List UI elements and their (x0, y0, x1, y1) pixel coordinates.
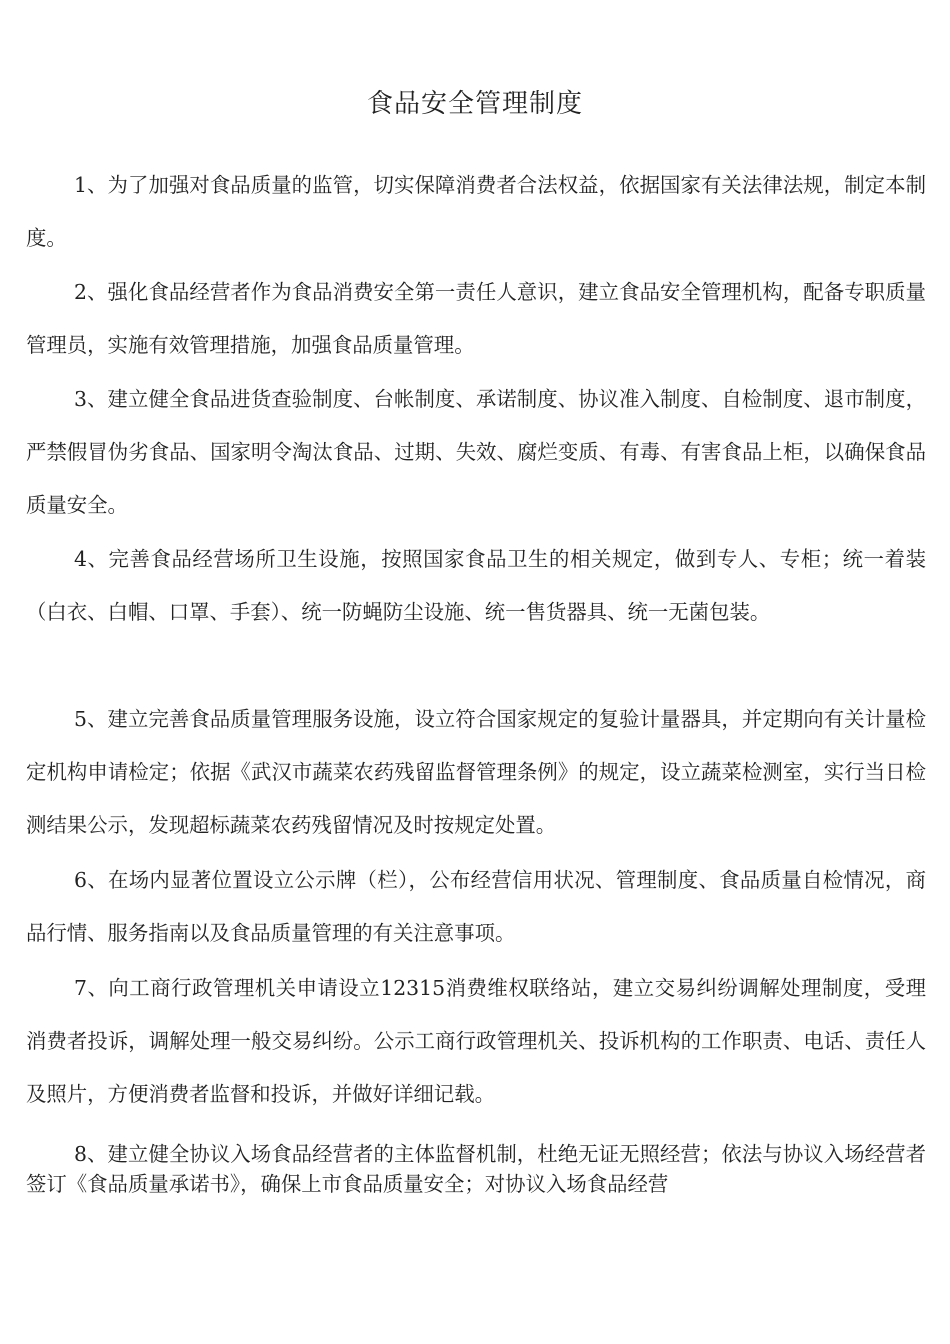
paragraph-6: 6、在场内显著位置设立公示牌（栏），公布经营信用状况、管理制度、食品质量自检情况，商品行情、服务指南以及食品质量管理的有关注意事项。 (26, 868, 926, 945)
paragraph-1: 1、为了加强对食品质量的监管，切实保障消费者合法权益，依据国家有关法律法规，制定本制度。 (26, 173, 926, 250)
paragraph-7: 7、向工商行政管理机关申请设立12315消费维权联络站，建立交易纠纷调解处理制度，受理消费者投诉，调解处理一般交易纠纷。公示工商行政管理机关、投诉机构的工作职责、电话、责任人及照片，方便消费者监督和投诉，并做好详细记载。 (26, 976, 926, 1106)
document-title: 食品安全管理制度 (366, 89, 583, 119)
paragraph-3: 3、建立健全食品进货查验制度、台帐制度、承诺制度、协议准入制度、自检制度、退市制度，严禁假冒伪劣食品、国家明令淘汰食品、过期、失效、腐烂变质、有毒、有害食品上柜，以确保食品质量安全。 (26, 387, 926, 517)
paragraph-5: 5、建立完善食品质量管理服务设施，设立符合国家规定的复验计量器具，并定期向有关计量检定机构申请检定；依据《武汉市蔬菜农药残留监督管理条例》的规定，设立蔬菜检测室，实行当日检测结果公示，发现超标蔬菜农药残留情况及时按规定处置。 (26, 707, 926, 837)
paragraph-8: 8、建立健全协议入场食品经营者的主体监督机制，杜绝无证无照经营；依法与协议入场经营者签订《食品质量承诺书》，确保上市食品质量安全；对协议入场食品经营 (26, 1142, 926, 1196)
paragraph-4: 4、完善食品经营场所卫生设施，按照国家食品卫生的相关规定，做到专人、专柜；统一着装（白衣、白帽、口罩、手套）、统一防蝇防尘设施、统一售货器具、统一无菌包装。 (26, 547, 926, 624)
paragraph-2: 2、强化食品经营者作为食品消费安全第一责任人意识，建立食品安全管理机构，配备专职质量管理员，实施有效管理措施，加强食品质量管理。 (26, 280, 926, 357)
